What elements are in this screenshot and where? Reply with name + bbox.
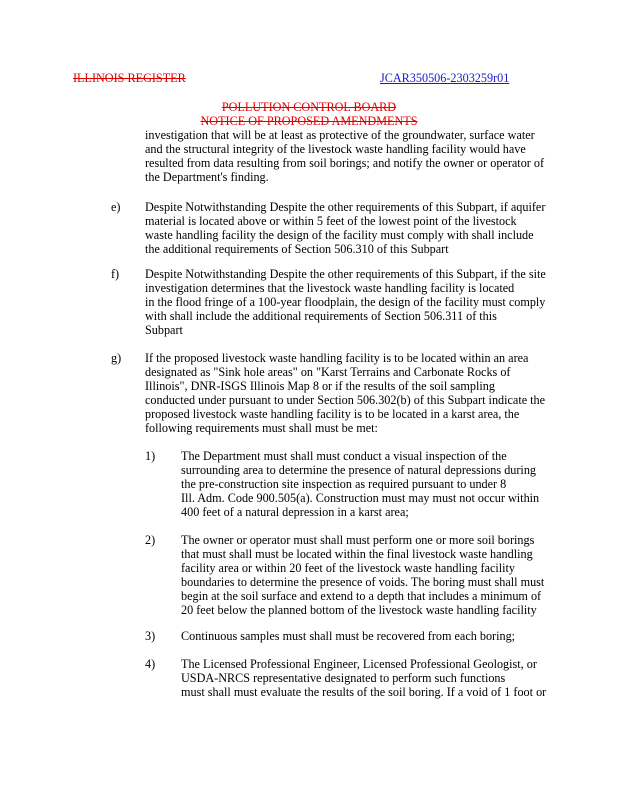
paragraph-line: conducted under pursuant to under Section 506.302(b) of this Subpart indicate the — [145, 393, 546, 407]
paragraph-line: with shall include the additional requirements of Section 506.311 of this — [145, 309, 497, 323]
item-line: The Department must shall must conduct a visual inspection of the — [181, 449, 507, 463]
item-line: begin at the soil surface and extend to a depth that includes a minimum of — [181, 589, 542, 603]
document-code: JCAR350506-2303259r01 — [380, 71, 510, 85]
paragraph-label: f) — [111, 267, 120, 281]
item-line: The owner or operator must shall must perform one or more soil borings — [181, 533, 535, 547]
item-line: must shall must evaluate the results of the soil boring. If a void of 1 foot or — [181, 685, 547, 699]
paragraph-line: proposed livestock waste handling facility is to be located in a karst area, the — [145, 407, 520, 421]
item-line: the pre-construction site inspection as required pursuant to under 8 — [181, 477, 507, 491]
item-line: The Licensed Professional Engineer, Licensed Professional Geologist, or — [181, 657, 537, 671]
item-line: boundaries to determine the presence of voids. The boring must shall must — [181, 575, 545, 589]
item-line: 400 feet of a natural depression in a karst area; — [181, 505, 409, 519]
intro-line: the Department's finding. — [145, 170, 269, 184]
item-label: 1) — [145, 449, 156, 463]
board-title: POLLUTION CONTROL BOARD — [221, 100, 397, 114]
item-line: Ill. Adm. Code 900.505(a). Construction must may must not occur within — [181, 491, 540, 505]
paragraph-label: e) — [111, 200, 121, 214]
paragraph-label: g) — [111, 351, 122, 365]
paragraph-line: waste handling facility the design of the facility must comply with shall include — [145, 228, 534, 242]
paragraph-line: Despite Notwithstanding Despite the other requirements of this Subpart, if the site — [145, 267, 546, 281]
paragraph-line: designated as "Sink hole areas" on "Karst Terrains and Carbonate Rocks of — [145, 365, 511, 379]
item-line: Continuous samples must shall must be recovered from each boring; — [181, 629, 516, 643]
paragraph-line: Subpart — [145, 323, 183, 337]
register-name: ILLINOIS REGISTER — [73, 71, 186, 85]
paragraph-line: Illinois", DNR-ISGS Illinois Map 8 or if the results of the soil sampling — [145, 379, 495, 393]
intro-line: resulted from data resulting from soil borings; and notify the owner or operator of — [145, 156, 545, 170]
paragraph-line: If the proposed livestock waste handling facility is to be located within an area — [145, 351, 529, 365]
intro-line: and the structural integrity of the livestock waste handling facility would have — [145, 142, 526, 156]
item-line: facility area or within 20 feet of the livestock waste handling facility — [181, 561, 516, 575]
paragraph-line: following requirements must shall must be met: — [145, 421, 378, 435]
item-label: 2) — [145, 533, 156, 547]
paragraph-line: the additional requirements of Section 506.310 of this Subpart — [145, 242, 449, 256]
item-label: 4) — [145, 657, 156, 671]
item-line: that must shall must be located within the final livestock waste handling — [181, 547, 533, 561]
paragraph-line: investigation determines that the livestock waste handling facility is located — [145, 281, 515, 295]
item-line: USDA-NRCS representative designated to perform such functions — [181, 671, 506, 685]
item-line: surrounding area to determine the presence of natural depressions during — [181, 463, 537, 477]
item-line: 20 feet below the planned bottom of the livestock waste handling facility — [181, 603, 537, 617]
paragraph-line: in the flood fringe of a 100-year floodplain, the design of the facility must comply — [145, 295, 546, 309]
paragraph-line: material is located above or within 5 feet of the lowest point of the livestock — [145, 214, 517, 228]
intro-line: investigation that will be at least as protective of the groundwater, surface water — [145, 128, 535, 142]
paragraph-line: Despite Notwithstanding Despite the other requirements of this Subpart, if aquifer — [145, 200, 546, 214]
notice-title: NOTICE OF PROPOSED AMENDMENTS — [200, 114, 418, 128]
item-label: 3) — [145, 629, 156, 643]
